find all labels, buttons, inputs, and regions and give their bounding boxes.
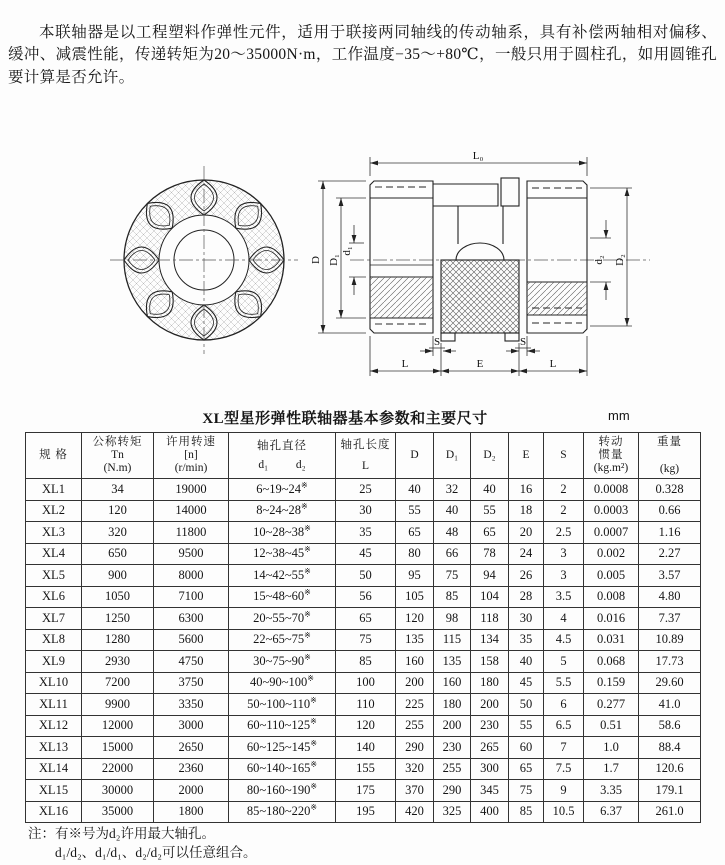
value-cell: 325	[434, 801, 471, 823]
value-cell: 28	[509, 586, 544, 608]
value-cell: 55	[509, 715, 544, 737]
dim-label-s-left: S	[433, 336, 441, 348]
value-cell: 135	[396, 629, 434, 651]
left-hub	[370, 181, 433, 333]
value-cell: 0.068	[584, 651, 639, 673]
value-cell: 15~48~60※	[229, 586, 336, 608]
col-bore-len: 轴孔长度 L	[336, 433, 396, 479]
value-cell: 60	[509, 737, 544, 759]
value-cell: 0.005	[584, 565, 639, 587]
table-row	[26, 737, 701, 759]
dim-label-l0: L₀	[472, 150, 484, 162]
value-cell: 290	[396, 737, 434, 759]
value-cell: 25	[336, 479, 396, 501]
col-weight: 重量 (kg)	[639, 433, 701, 479]
value-cell: 8000	[154, 565, 229, 587]
table-row	[26, 758, 701, 780]
col-spec: 规 格	[26, 433, 82, 479]
table-row	[26, 694, 701, 716]
value-cell: 320	[82, 522, 154, 544]
value-cell: 8~24~28※	[229, 500, 336, 522]
spec-cell: XL10	[26, 672, 82, 694]
value-cell: 7200	[82, 672, 154, 694]
value-cell: 2360	[154, 758, 229, 780]
footnotes	[28, 824, 257, 862]
value-cell: 29.60	[639, 672, 701, 694]
table-body	[26, 479, 701, 823]
dim-label-s-right: S	[519, 336, 527, 348]
col-d2: D₂	[471, 433, 509, 479]
value-cell: 66	[434, 543, 471, 565]
value-cell: 22~65~75※	[229, 629, 336, 651]
col-bore-dia: 轴孔直径 d₁ d₂	[229, 433, 336, 479]
value-cell: 7	[544, 737, 584, 759]
value-cell: 4.5	[544, 629, 584, 651]
value-cell: 20	[509, 522, 544, 544]
value-cell: 265	[471, 737, 509, 759]
table-title: XL型星形弹性联轴器基本参数和主要尺寸	[202, 411, 488, 427]
value-cell: 120.6	[639, 758, 701, 780]
value-cell: 15000	[82, 737, 154, 759]
value-cell: 1.0	[584, 737, 639, 759]
value-cell: 255	[396, 715, 434, 737]
value-cell: 255	[434, 758, 471, 780]
value-cell: 26	[509, 565, 544, 587]
spec-cell: XL14	[26, 758, 82, 780]
dim-label-d1-bore: d₁	[341, 246, 353, 256]
table-row	[26, 629, 701, 651]
value-cell: 900	[82, 565, 154, 587]
table-row	[26, 522, 701, 544]
value-cell: 65	[336, 608, 396, 630]
value-cell: 14000	[154, 500, 229, 522]
value-cell: 1.16	[639, 522, 701, 544]
value-cell: 3750	[154, 672, 229, 694]
value-cell: 12000	[82, 715, 154, 737]
col-inertia: 转动 惯量 (kg.m²)	[584, 433, 639, 479]
value-cell: 6~19~24※	[229, 479, 336, 501]
value-cell: 3.35	[584, 780, 639, 802]
value-cell: 115	[434, 629, 471, 651]
value-cell: 180	[434, 694, 471, 716]
value-cell: 2	[544, 479, 584, 501]
value-cell: 5	[544, 651, 584, 673]
technical-drawing	[0, 140, 725, 392]
value-cell: 3.57	[639, 565, 701, 587]
value-cell: 9900	[82, 694, 154, 716]
value-cell: 45	[509, 672, 544, 694]
table-row	[26, 715, 701, 737]
spec-cell: XL4	[26, 543, 82, 565]
footnote-line2: d₁/d₂、d₁/d₁、d₂/d₂可以任意组合。	[55, 845, 257, 860]
value-cell: 290	[434, 780, 471, 802]
dim-label-d2-bore: d₂	[593, 255, 605, 265]
table-unit: mm	[608, 408, 630, 423]
intro-paragraph: 本联轴器是以工程塑料作弹性元件，适用于联接两同轴线的传动轴系，具有补偿两轴相对偏移、缓冲、减震性能，传递转矩为20～35000N·m，工作温度−35～+80℃，一般只用于圆柱孔，如用圆锥孔要计算是否允许。	[8, 23, 717, 86]
value-cell: 75	[509, 780, 544, 802]
value-cell: 48	[434, 522, 471, 544]
table-row	[26, 586, 701, 608]
value-cell: 41.0	[639, 694, 701, 716]
value-cell: 3	[544, 565, 584, 587]
value-cell: 2.27	[639, 543, 701, 565]
spec-cell: XL5	[26, 565, 82, 587]
value-cell: 320	[396, 758, 434, 780]
value-cell: 4.80	[639, 586, 701, 608]
value-cell: 30	[509, 608, 544, 630]
value-cell: 400	[471, 801, 509, 823]
spider-element	[433, 178, 519, 341]
spec-cell: XL7	[26, 608, 82, 630]
value-cell: 16	[509, 479, 544, 501]
front-view	[110, 166, 298, 354]
value-cell: 40	[509, 651, 544, 673]
table-row	[26, 565, 701, 587]
value-cell: 50	[509, 694, 544, 716]
value-cell: 32	[434, 479, 471, 501]
value-cell: 45	[336, 543, 396, 565]
value-cell: 34	[82, 479, 154, 501]
value-cell: 4	[544, 608, 584, 630]
value-cell: 40	[471, 479, 509, 501]
value-cell: 7100	[154, 586, 229, 608]
value-cell: 7.5	[544, 758, 584, 780]
value-cell: 85	[336, 651, 396, 673]
value-cell: 0.002	[584, 543, 639, 565]
value-cell: 85	[509, 801, 544, 823]
table-row	[26, 608, 701, 630]
table-row	[26, 543, 701, 565]
value-cell: 98	[434, 608, 471, 630]
value-cell: 1.7	[584, 758, 639, 780]
col-d: D	[396, 433, 434, 479]
spec-cell: XL9	[26, 651, 82, 673]
dim-label-d2-flange: D₂	[614, 254, 626, 266]
value-cell: 110	[336, 694, 396, 716]
value-cell: 56	[336, 586, 396, 608]
value-cell: 88.4	[639, 737, 701, 759]
value-cell: 140	[336, 737, 396, 759]
value-cell: 120	[336, 715, 396, 737]
value-cell: 200	[471, 694, 509, 716]
spec-cell: XL1	[26, 479, 82, 501]
value-cell: 158	[471, 651, 509, 673]
value-cell: 94	[471, 565, 509, 587]
table-title-row	[0, 407, 725, 427]
header-row	[26, 433, 701, 479]
value-cell: 11800	[154, 522, 229, 544]
value-cell: 2930	[82, 651, 154, 673]
spec-cell: XL12	[26, 715, 82, 737]
value-cell: 50	[336, 565, 396, 587]
value-cell: 134	[471, 629, 509, 651]
spec-cell: XL6	[26, 586, 82, 608]
value-cell: 10.89	[639, 629, 701, 651]
value-cell: 650	[82, 543, 154, 565]
value-cell: 7.37	[639, 608, 701, 630]
value-cell: 80	[396, 543, 434, 565]
value-cell: 6.37	[584, 801, 639, 823]
value-cell: 0.51	[584, 715, 639, 737]
value-cell: 30	[336, 500, 396, 522]
dim-label-l-right: L	[549, 358, 557, 370]
value-cell: 0.0007	[584, 522, 639, 544]
table-row	[26, 801, 701, 823]
value-cell: 85	[434, 586, 471, 608]
value-cell: 40~90~100※	[229, 672, 336, 694]
col-speed: 许用转速 [n] (r/min)	[154, 433, 229, 479]
value-cell: 179.1	[639, 780, 701, 802]
dim-label-d-outer: D	[310, 256, 322, 264]
value-cell: 0.008	[584, 586, 639, 608]
value-cell: 40	[396, 479, 434, 501]
value-cell: 9500	[154, 543, 229, 565]
value-cell: 17.73	[639, 651, 701, 673]
value-cell: 2.5	[544, 522, 584, 544]
value-cell: 2000	[154, 780, 229, 802]
value-cell: 3.5	[544, 586, 584, 608]
value-cell: 60~140~165※	[229, 758, 336, 780]
value-cell: 300	[471, 758, 509, 780]
value-cell: 85~180~220※	[229, 801, 336, 823]
value-cell: 230	[471, 715, 509, 737]
value-cell: 95	[396, 565, 434, 587]
value-cell: 65	[471, 522, 509, 544]
value-cell: 75	[434, 565, 471, 587]
value-cell: 1280	[82, 629, 154, 651]
table-row	[26, 651, 701, 673]
value-cell: 118	[471, 608, 509, 630]
value-cell: 180	[471, 672, 509, 694]
value-cell: 10~28~38※	[229, 522, 336, 544]
value-cell: 35000	[82, 801, 154, 823]
dim-label-d1-flange: D₁	[328, 254, 340, 266]
table-row	[26, 780, 701, 802]
value-cell: 10.5	[544, 801, 584, 823]
table-row	[26, 500, 701, 522]
value-cell: 100	[336, 672, 396, 694]
value-cell: 35	[509, 629, 544, 651]
value-cell: 120	[82, 500, 154, 522]
value-cell: 18	[509, 500, 544, 522]
value-cell: 0.159	[584, 672, 639, 694]
value-cell: 0.0003	[584, 500, 639, 522]
value-cell: 155	[336, 758, 396, 780]
value-cell: 3000	[154, 715, 229, 737]
value-cell: 3	[544, 543, 584, 565]
value-cell: 195	[336, 801, 396, 823]
value-cell: 175	[336, 780, 396, 802]
right-hub	[527, 181, 587, 333]
value-cell: 35	[336, 522, 396, 544]
value-cell: 58.6	[639, 715, 701, 737]
value-cell: 104	[471, 586, 509, 608]
value-cell: 6	[544, 694, 584, 716]
col-torque: 公称转矩 Tn (N.m)	[82, 433, 154, 479]
value-cell: 1050	[82, 586, 154, 608]
value-cell: 135	[434, 651, 471, 673]
value-cell: 50~100~110※	[229, 694, 336, 716]
value-cell: 0.328	[639, 479, 701, 501]
value-cell: 200	[434, 715, 471, 737]
value-cell: 0.016	[584, 608, 639, 630]
value-cell: 20~55~70※	[229, 608, 336, 630]
value-cell: 1250	[82, 608, 154, 630]
section-view	[310, 150, 650, 376]
value-cell: 30~75~90※	[229, 651, 336, 673]
parameters-table	[25, 432, 701, 823]
spec-cell: XL3	[26, 522, 82, 544]
value-cell: 345	[471, 780, 509, 802]
spec-cell: XL11	[26, 694, 82, 716]
value-cell: 12~38~45※	[229, 543, 336, 565]
table-row	[26, 672, 701, 694]
value-cell: 6300	[154, 608, 229, 630]
value-cell: 160	[434, 672, 471, 694]
value-cell: 2650	[154, 737, 229, 759]
value-cell: 5.5	[544, 672, 584, 694]
footnote-line1: 注：有※号为d₂许用最大轴孔。	[28, 826, 215, 841]
value-cell: 30000	[82, 780, 154, 802]
value-cell: 19000	[154, 479, 229, 501]
table-row	[26, 479, 701, 501]
value-cell: 105	[396, 586, 434, 608]
col-e: E	[509, 433, 544, 479]
spec-cell: XL16	[26, 801, 82, 823]
value-cell: 2	[544, 500, 584, 522]
value-cell: 75	[336, 629, 396, 651]
value-cell: 65	[396, 522, 434, 544]
dim-label-e: E	[476, 358, 484, 370]
value-cell: 4750	[154, 651, 229, 673]
value-cell: 24	[509, 543, 544, 565]
col-s: S	[544, 433, 584, 479]
value-cell: 60~110~125※	[229, 715, 336, 737]
value-cell: 1800	[154, 801, 229, 823]
value-cell: 261.0	[639, 801, 701, 823]
value-cell: 40	[434, 500, 471, 522]
value-cell: 230	[434, 737, 471, 759]
col-d1: D₁	[434, 433, 471, 479]
value-cell: 0.0008	[584, 479, 639, 501]
spec-cell: XL8	[26, 629, 82, 651]
value-cell: 5600	[154, 629, 229, 651]
value-cell: 55	[471, 500, 509, 522]
dim-label-l-left: L	[401, 358, 409, 370]
value-cell: 6.5	[544, 715, 584, 737]
value-cell: 225	[396, 694, 434, 716]
value-cell: 65	[509, 758, 544, 780]
spec-cell: XL15	[26, 780, 82, 802]
value-cell: 200	[396, 672, 434, 694]
value-cell: 420	[396, 801, 434, 823]
spec-cell: XL2	[26, 500, 82, 522]
value-cell: 55	[396, 500, 434, 522]
value-cell: 0.66	[639, 500, 701, 522]
value-cell: 9	[544, 780, 584, 802]
value-cell: 120	[396, 608, 434, 630]
value-cell: 80~160~190※	[229, 780, 336, 802]
value-cell: 22000	[82, 758, 154, 780]
spec-cell: XL13	[26, 737, 82, 759]
value-cell: 14~42~55※	[229, 565, 336, 587]
value-cell: 78	[471, 543, 509, 565]
value-cell: 160	[396, 651, 434, 673]
value-cell: 0.031	[584, 629, 639, 651]
value-cell: 60~125~145※	[229, 737, 336, 759]
value-cell: 370	[396, 780, 434, 802]
value-cell: 3350	[154, 694, 229, 716]
value-cell: 0.277	[584, 694, 639, 716]
